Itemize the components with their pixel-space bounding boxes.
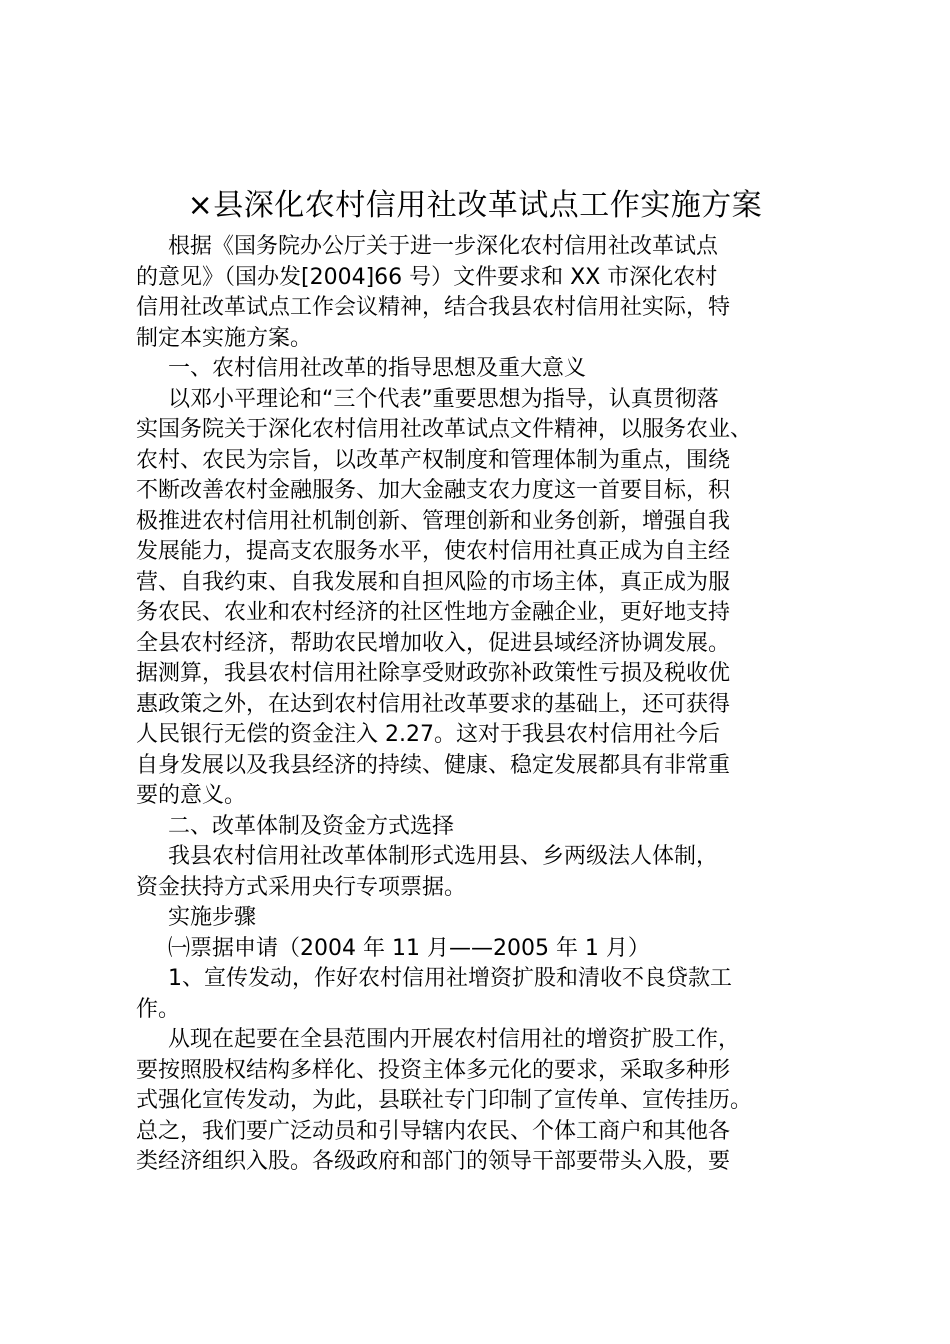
- body-line: 从现在起要在全县范围内开展农村信用社的增资扩股工作，: [168, 1027, 741, 1052]
- body-line: 营、自我约束、自我发展和自担风险的市场主体，真正成为服: [136, 569, 731, 595]
- body-line: 根据《国务院办公厅关于进一步深化农村信用社改革试点: [168, 234, 719, 259]
- body-line: 二、改革体制及资金方式选择: [168, 813, 455, 839]
- body-line: 发展能力，提高支农服务水平，使农村信用社真正成为自主经: [136, 539, 731, 564]
- body-line: 据测算，我县农村信用社除享受财政弥补政策性亏损及税收优: [136, 661, 731, 686]
- body-line: 实国务院关于深化农村信用社改革试点文件精神，以服务农业、: [136, 417, 753, 442]
- body-line: 不断改善农村金融服务、加大金融支农力度这一首要目标，积: [136, 478, 731, 503]
- body-line: 人民银行无偿的资金注入 2.27。这对于我县农村信用社今后: [136, 722, 720, 747]
- body-line: 务农民、农业和农村经济的社区性地方金融企业，更好地支持: [136, 600, 731, 625]
- body-line: 的意见》（国办发[2004]66 号）文件要求和 XX 市深化农村: [136, 264, 718, 290]
- body-line: 极推进农村信用社机制创新、管理创新和业务创新，增强自我: [136, 508, 731, 534]
- body-line: 1、宣传发动，作好农村信用社增资扩股和清收不良贷款工: [168, 966, 732, 991]
- body-line: 全县农村经济，帮助农民增加收入，促进县域经济协调发展。: [136, 630, 731, 656]
- body-line: 类经济组织入股。各级政府和部门的领导干部要带头入股，要: [136, 1149, 731, 1174]
- body-line: 要按照股权结构多样化、投资主体多元化的要求，采取多种形: [136, 1057, 731, 1083]
- body-line: 实施步骤: [168, 905, 257, 930]
- body-line: 制定本实施方案。: [136, 325, 313, 351]
- body-line: 要的意义。: [136, 783, 247, 808]
- body-line: 资金扶持方式采用央行专项票据。: [136, 874, 467, 900]
- document-title: ×县深化农村信用社改革试点工作实施方案: [187, 188, 763, 223]
- body-line: 作。: [136, 996, 181, 1022]
- body-line: 惠政策之外，在达到农村信用社改革要求的基础上，还可获得: [136, 691, 731, 717]
- body-line: 我县农村信用社改革体制形式选用县、乡两级法人体制，: [168, 844, 719, 869]
- body-line: 信用社改革试点工作会议精神，结合我县农村信用社实际，特: [136, 295, 731, 320]
- body-line: 农村、农民为宗旨，以改革产权制度和管理体制为重点，围绕: [136, 447, 731, 473]
- body-line: ㈠票据申请（2004 年 11 月——2005 年 1 月）: [168, 935, 650, 961]
- document-body: [136, 232, 826, 1178]
- body-line: 总之，我们要广泛动员和引导辖内农民、个体工商户和其他各: [136, 1118, 731, 1144]
- body-line: 一、农村信用社改革的指导思想及重大意义: [168, 356, 587, 381]
- body-line: 自身发展以及我县经济的持续、健康、稳定发展都具有非常重: [136, 752, 731, 778]
- body-line: 式强化宣传发动，为此，县联社专门印制了宣传单、宣传挂历。: [136, 1088, 753, 1113]
- body-line: 以邓小平理论和“三个代表”重要思想为指导，认真贯彻落: [168, 386, 719, 412]
